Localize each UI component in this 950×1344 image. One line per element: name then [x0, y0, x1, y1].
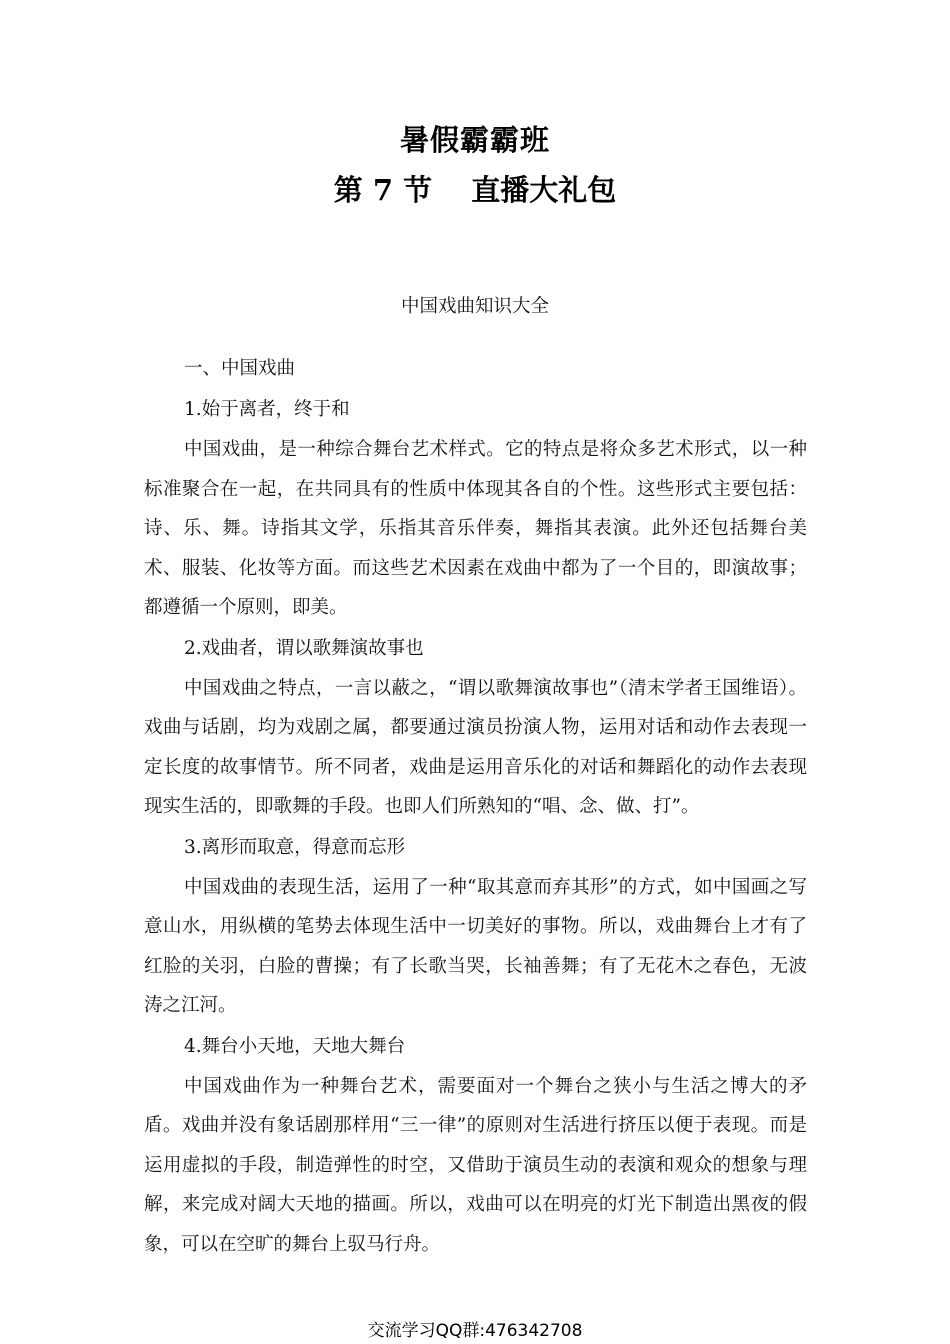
document-title: 中国戏曲知识大全	[400, 296, 549, 317]
document-content	[144, 348, 807, 1264]
footer-qq-group: 交流学习QQ群:476342708	[367, 1321, 583, 1341]
subsection-paragraph: 中国戏曲的表现生活，运用了一种“取其意而弃其形”的方式，如中国画之写意山水，用纵横的笔势去体现生活中一切美好的事物。所以，戏曲舞台上才有了红脸的关羽，白脸的曹操；有了长歌当哭，长袖善舞；有了无花木之春色，无波涛之江河。	[144, 876, 807, 1016]
section-heading: 一、中国戏曲	[184, 358, 296, 379]
subsection-heading: 3.离形而取意，得意而忘形	[184, 836, 406, 858]
header-subtitle: 第 7 节 直播大礼包	[333, 173, 617, 207]
subsection-paragraph: 中国戏曲，是一种综合舞台艺术样式。它的特点是将众多艺术形式，以一种标准聚合在一起，在共同具有的性质中体现其各自的个性。这些形式主要包括：诗、乐、舞。诗指其文学，乐指其音乐伴奏，舞指其表演。此外还包括舞台美术、服装、化妆等方面。而这些艺术因素在戏曲中都为了一个目的，即演故事；都遵循一个原则，即美。	[144, 439, 807, 618]
subsection-heading: 4.舞台小天地，天地大舞台	[184, 1035, 406, 1057]
subsection-heading: 2.戏曲者，谓以歌舞演故事也	[184, 637, 424, 659]
header-title: 暑假霸霸班	[399, 123, 550, 157]
subsection-paragraph: 中国戏曲之特点，一言以蔽之，“谓以歌舞演故事也”（清末学者王国维语）。戏曲与话剧，均为戏剧之属，都要通过演员扮演人物，运用对话和动作去表现一定长度的故事情节。所不同者，戏曲是运用音乐化的对话和舞蹈化的动作去表现现实生活的，即歌舞的手段。也即人们所熟知的“唱、念、做、打”。	[144, 677, 807, 817]
subsection-paragraph: 中国戏曲作为一种舞台艺术，需要面对一个舞台之狭小与生活之博大的矛盾。戏曲并没有象话剧那样用“三一律”的原则对生活进行挤压以便于表现。而是运用虚拟的手段，制造弹性的时空，又借助于演员生动的表演和观众的想象与理解，来完成对阔大天地的描画。所以，戏曲可以在明亮的灯光下制造出黑夜的假象，可以在空旷的舞台上驭马行舟。	[144, 1075, 807, 1255]
subsection-heading: 1.始于离者，终于和	[184, 399, 350, 420]
